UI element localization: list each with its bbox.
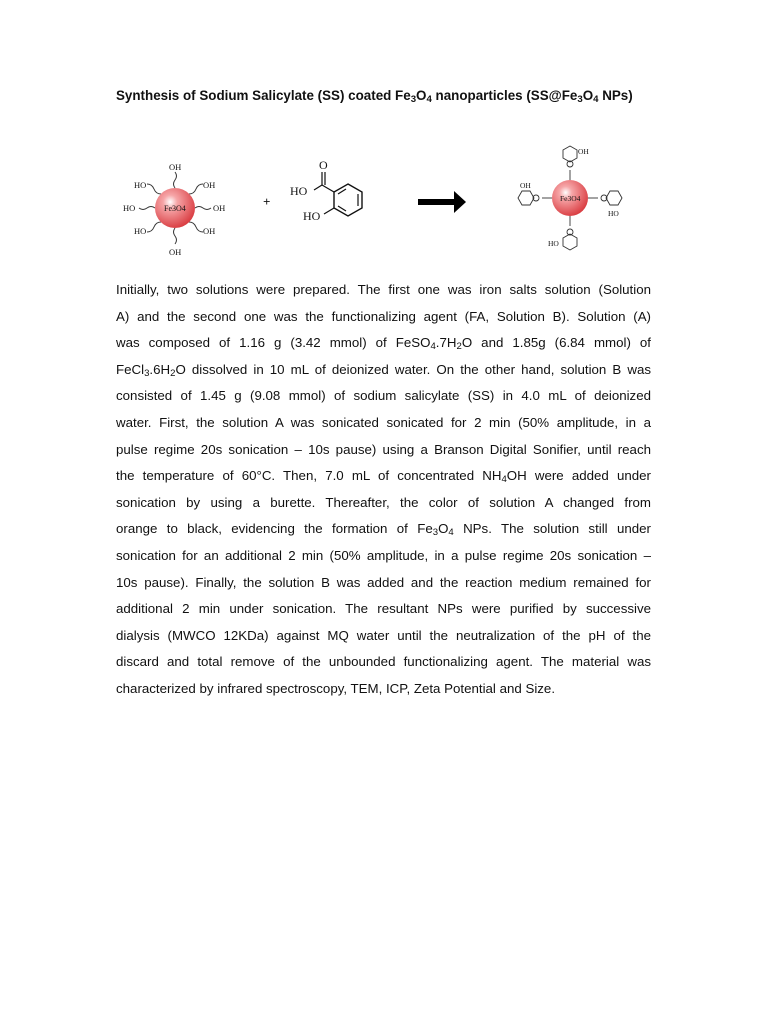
plus-sign: + xyxy=(263,194,271,209)
paragraph-line: additional 2 min under sonication. The resultant NPs were purified by successive xyxy=(116,601,651,617)
paragraph-line xyxy=(116,516,651,543)
line-subscript: 2 xyxy=(456,341,462,353)
line-text: FeCl xyxy=(116,361,145,377)
paragraph-line: consisted of 1.45 g (9.08 mmol) of sodium salicylate (SS) in 4.0 mL of deionized xyxy=(116,388,651,404)
ho-group: HO xyxy=(608,209,619,218)
paragraph-line: pulse regime 20s sonication – 10s pause) using a Branson Digital Sonifier, until reach xyxy=(116,441,651,457)
paragraph-line: sonication by using a burette. Thereafter, the color of solution A changed from xyxy=(116,494,651,510)
body-paragraph xyxy=(116,277,651,703)
paragraph-line: characterized by infrared spectroscopy, TEM, ICP, Zeta Potential and Size. xyxy=(116,680,556,696)
title-text: Synthesis of Sodium Salicylate (SS) coated Fe xyxy=(116,88,411,103)
line-subscript: 4 xyxy=(430,341,436,353)
line-text: was composed of 1.16 g (3.42 mmol) of FeSO xyxy=(116,335,431,351)
line-subscript: 2 xyxy=(170,367,176,379)
coated-nanoparticle-label: Fe3O4 xyxy=(560,194,581,203)
paragraph-line: 10s pause). Finally, the solution B was added and the reaction medium remained for xyxy=(116,574,651,590)
oh-group: OH xyxy=(169,162,182,172)
ho-group: HO xyxy=(548,239,559,248)
title-text: NPs) xyxy=(598,88,633,103)
reaction-arrow xyxy=(418,191,466,213)
line-text: the temperature of 60°C. Then, 7.0 mL of concentrated NH xyxy=(116,468,502,484)
line-subscript: 3 xyxy=(144,367,150,379)
ho-group: HO xyxy=(134,180,147,190)
title-subscript: 3 xyxy=(577,94,583,106)
title-subscript: 4 xyxy=(426,94,432,106)
paragraph-line: dialysis (MWCO 12KDa) against MQ water until the neutralization of the pH of the xyxy=(116,627,651,643)
title-subscript: 4 xyxy=(593,94,599,106)
oh-group: OH xyxy=(578,147,589,156)
line-text: O and 1.85g (6.84 mmol) of xyxy=(461,335,651,351)
title-subscript: 3 xyxy=(410,94,417,106)
line-subscript: 3 xyxy=(432,527,439,539)
line-text: orange to black, evidencing the formation of Fe xyxy=(116,521,433,537)
reaction-scheme-svg xyxy=(110,130,650,265)
paragraph-line xyxy=(116,463,651,490)
line-text: O dissolved in 10 mL of deionized water. On the other hand, solution B was xyxy=(175,361,651,377)
line-subscript: 4 xyxy=(501,474,507,486)
ho-group: HO xyxy=(134,226,147,236)
carboxyl-ho: HO xyxy=(290,184,308,198)
paragraph-line: water. First, the solution A was sonicated sonicated for 2 min (50% amplitude, in a xyxy=(116,414,651,430)
line-subscript: 4 xyxy=(448,527,454,539)
paragraph-line xyxy=(116,357,651,384)
line-text: O xyxy=(438,521,449,537)
paragraph-line xyxy=(116,330,651,357)
phenol-ho: HO xyxy=(303,209,321,223)
oh-group: OH xyxy=(213,203,226,213)
oh-group: OH xyxy=(169,247,182,257)
paragraph-line: discard and total remove of the unbounded functionalizing agent. The material was xyxy=(116,654,651,670)
carbonyl-oxygen: O xyxy=(319,158,328,172)
section-title xyxy=(116,88,633,106)
bare-nanoparticle xyxy=(123,162,225,257)
ho-group: HO xyxy=(123,203,136,213)
paragraph-line: sonication for an additional 2 min (50% amplitude, in a pulse regime 20s sonication – xyxy=(116,547,651,563)
oh-group: OH xyxy=(520,181,531,190)
paragraph-line: Initially, two solutions were prepared. The first one was iron salts solution (Solution xyxy=(116,282,651,297)
title-text: nanoparticles (SS@Fe xyxy=(431,88,578,103)
title-text: O xyxy=(582,88,594,103)
nanoparticle-label: Fe3O4 xyxy=(164,204,186,213)
line-text: .6H xyxy=(149,361,171,377)
line-text: NPs. The solution still under xyxy=(453,521,651,537)
line-text: .7H xyxy=(435,335,457,351)
oh-group: OH xyxy=(203,226,216,236)
coated-nanoparticle xyxy=(518,146,622,250)
oh-group: OH xyxy=(203,180,216,190)
paragraph-line: A) and the second one was the functionalizing agent (FA, Solution B). Solution (A) xyxy=(116,308,651,324)
title-text: O xyxy=(416,88,427,103)
line-text: OH were added under xyxy=(506,468,651,484)
salicylic-acid-structure xyxy=(290,158,362,223)
reaction-scheme xyxy=(110,130,650,265)
